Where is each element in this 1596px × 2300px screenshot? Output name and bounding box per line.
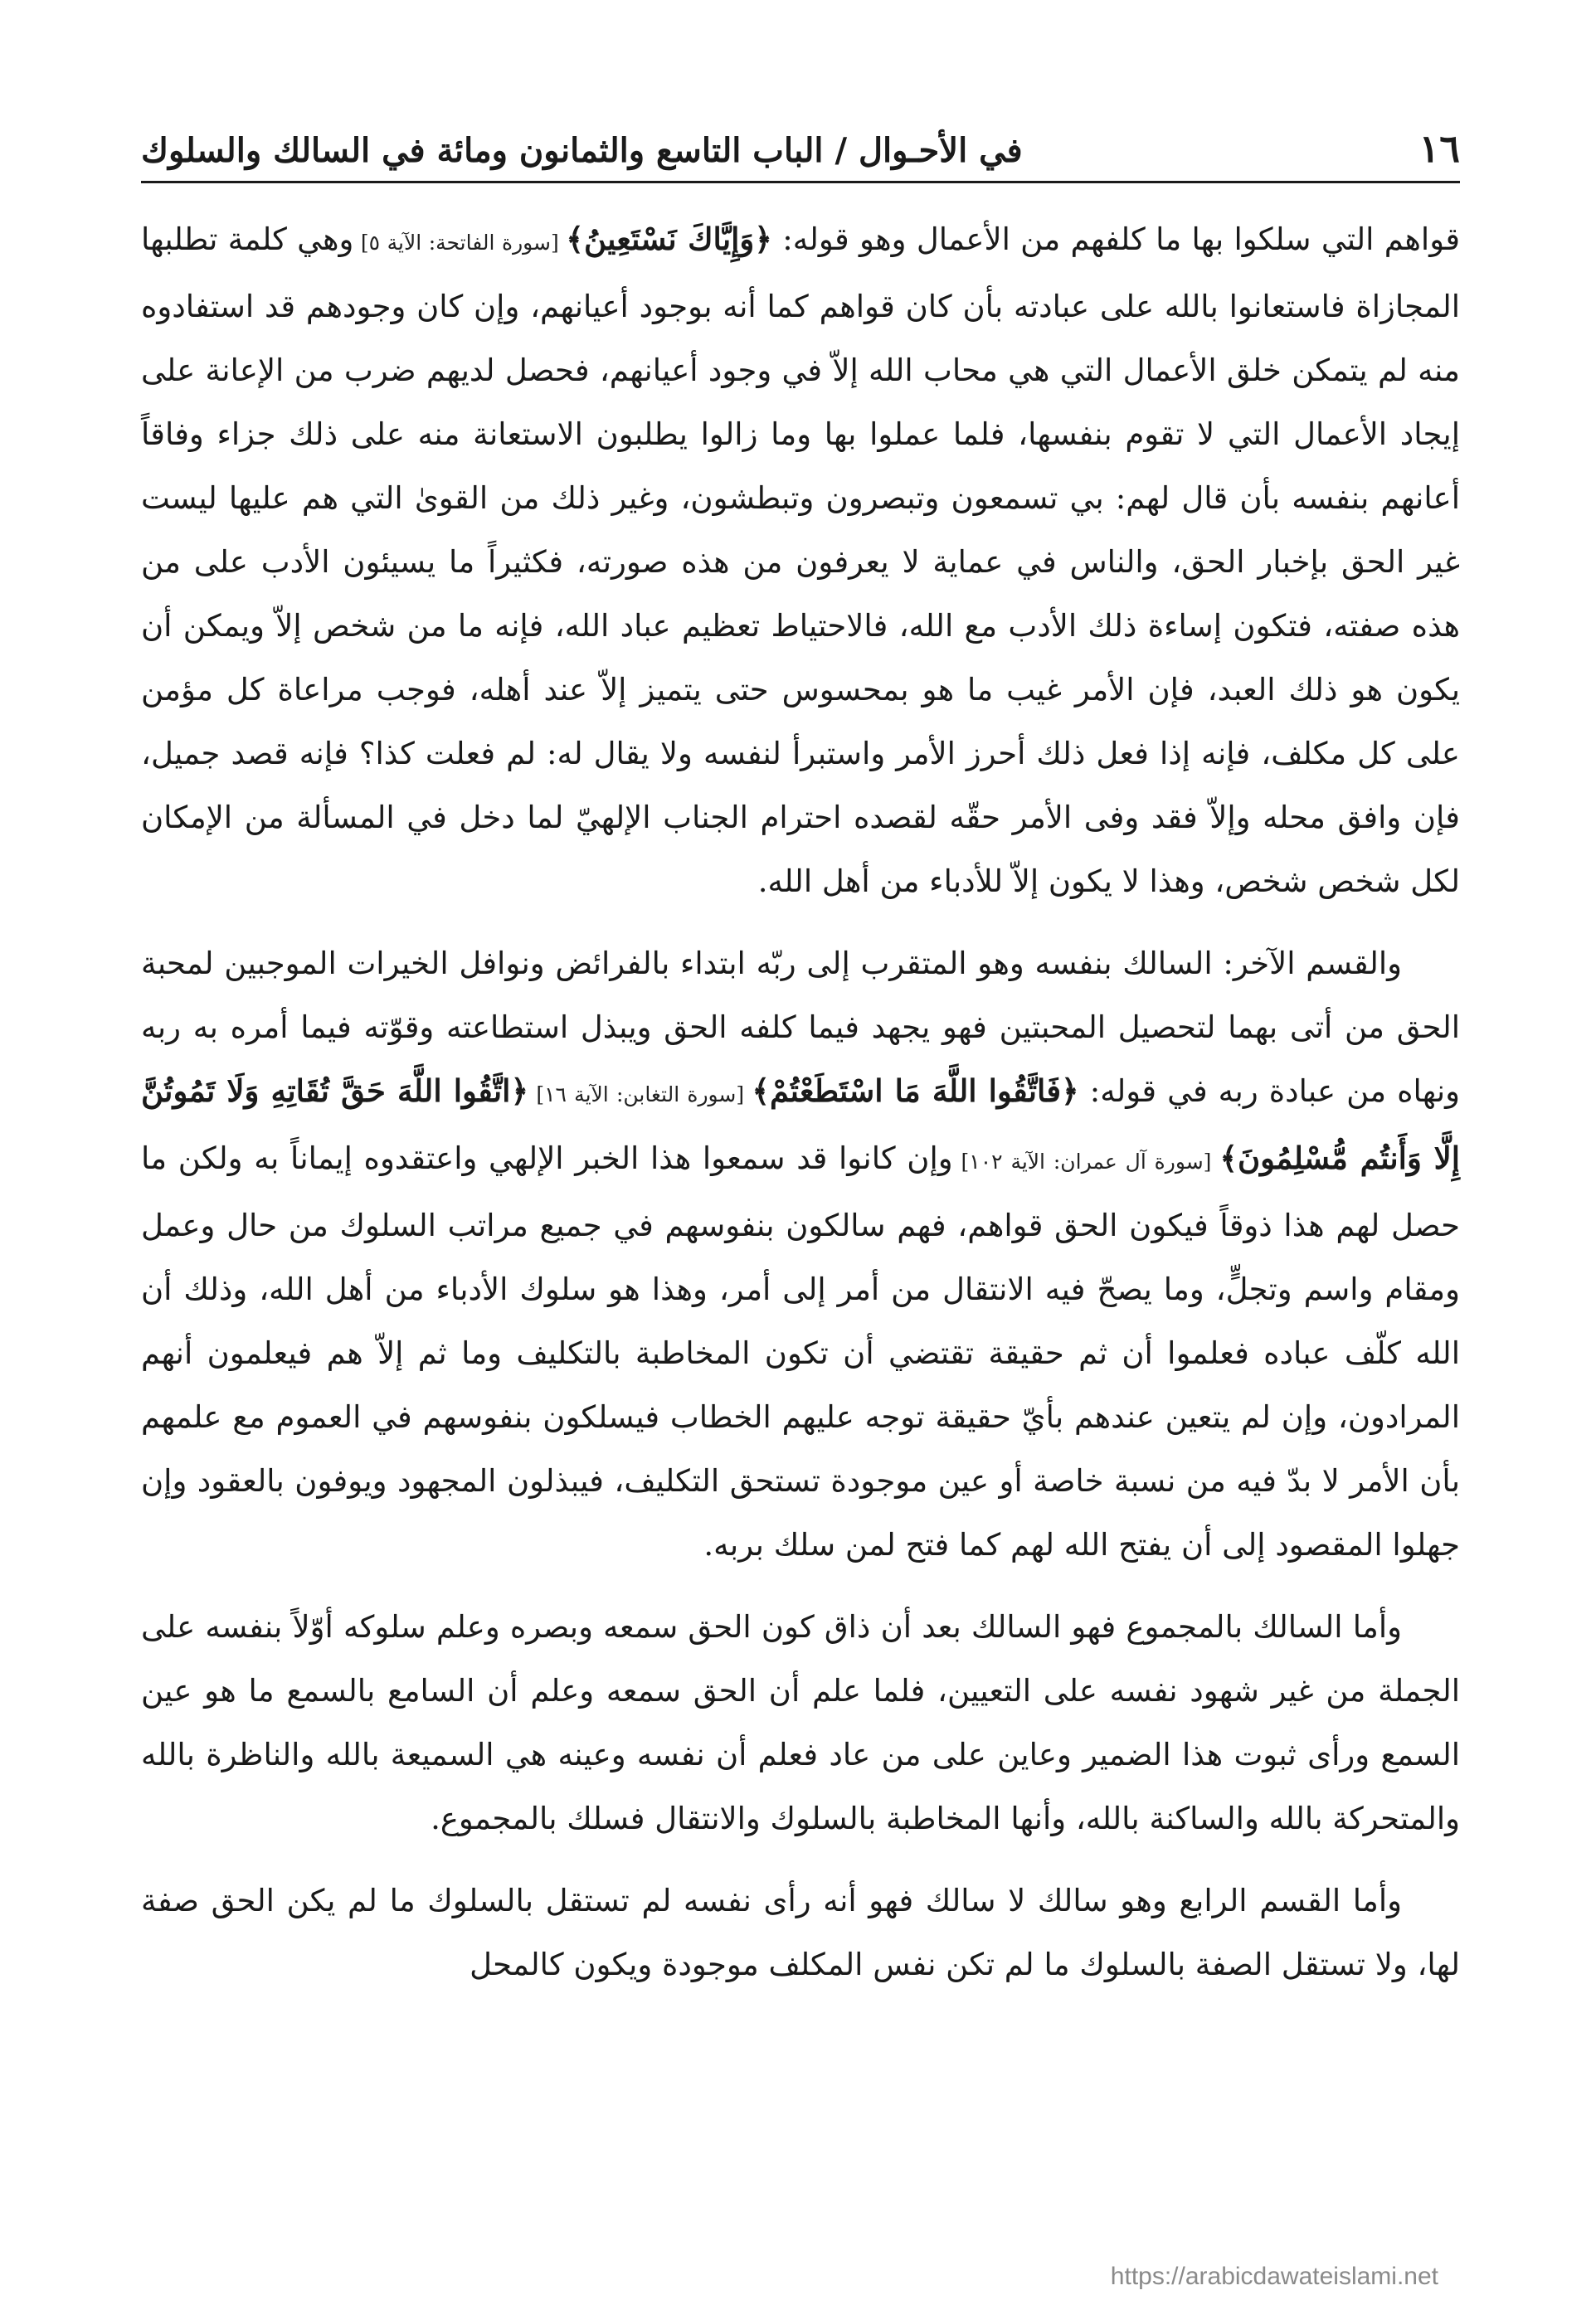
quran-verse: ﴿فَاتَّقُوا اللَّهَ مَا اسْتَطَعْتُمْ﴾: [752, 1072, 1079, 1109]
paragraph-4: [141, 1869, 1460, 1996]
paragraph-1: [141, 207, 1460, 913]
quran-verse: ﴿وَإِيَّاكَ نَسْتَعِينُ﴾: [566, 221, 772, 257]
text-run: وأما القسم الرابع وهو سالك لا سالك فهو أنه رأى نفسه لم تستقل بالسلوك ما لم يكن الحق صفة لها، ولا تستقل الصفة بالسلوك ما لم تكن نفس المكلف موجودة ويكون كالمحل: [141, 1883, 1460, 1982]
paragraph-3: [141, 1595, 1460, 1850]
watermark-url: https://arabicdawateislami.net: [1110, 2263, 1438, 2290]
text-run: قواهم التي سلكوا بها ما كلفهم من الأعمال وهو قوله:: [771, 221, 1461, 257]
body-text: [141, 207, 1460, 2015]
text-run: وإن كانوا قد سمعوا هذا الخبر الإلهي واعتقدوه إيماناً به ولكن ما حصل لهم هذا ذوقاً فيكون الحق قواهم، فهم سالكون بنفوسهم في جميع مراتب السلوك من حال وعمل ومقام واسم وتجلٍّ، وما يصحّ فيه الانتقال من أمر إلى أمر، وهذا هو سلوك الأدباء من أهل الله، وذلك أن الله كلّف عباده فعلموا أن ثم حقيقة تقتضي أن تكون المخاطبة بالتكليف وما ثم إلاّ هم فيعلمون أنهم المرادون، وإن لم يتعين عندهم بأيّ حقيقة توجه عليهم الخطاب فيسلكون بنفوسهم في العموم مع علمهم بأن الأمر لا بدّ فيه من نسبة خاصة أو عين موجودة تستحق التكليف، فيبذلون المجهود ويوفون بالعقود وإن جهلوا المقصود إلى أن يفتح الله لهم كما فتح لمن سلك بربه.: [141, 1140, 1460, 1563]
text-run: وهي كلمة تطلبها المجازاة فاستعانوا بالله على عبادته بأن كان قواهم كما أنه بوجود أعيانهم، وإن كان وجودهم قد استفادوه منه لم يتمكن خلق الأعمال التي هي محاب الله إلاّ في وجود أعيانهم، فحصل لديهم ضرب من الإعانة على إيجاد الأعمال التي لا تقوم بنفسها، فلما عملوا بها وما زالوا يطلبون الاستعانة منه على ذلك جزاء وفاقاً أعانهم بنفسه بأن قال لهم: بي تسمعون وتبصرون وتبطشون، وغير ذلك من القوىٰ التي هم عليها ليست غير الحق بإخبار الحق، والناس في عماية لا يعرفون من هذه صورته، فكثيراً ما يسيئون الأدب على من هذه صفته، فتكون إساءة ذلك الأدب مع الله، فالاحتياط تعظيم عباد الله، فإنه ما من شخص إلاّ ويمكن أن يكون هو ذلك العبد، فإن الأمر غيب ما هو بمحسوس حتى يتميز إلاّ عند أهله، فوجب مراعاة كل مؤمن على كل مكلف، فإنه إذا فعل ذلك أحرز الأمر واستبرأ لنفسه ولا يقال له: لم فعلت كذا؟ فإنه قصد جميل، فإن وافق محله وإلاّ فقد وفى الأمر حقّه لقصده احترام الجناب الإلهيّ لما دخل في المسألة من الإمكان لكل شخص شخص، وهذا لا يكون إلاّ للأدباء من أهل الله.: [141, 221, 1460, 899]
text-run: وأما السالك بالمجموع فهو السالك بعد أن ذاق كون الحق سمعه وبصره وعلم سلوكه أوّلاً بنفسه على الجملة من غير شهود نفسه على التعيين، فلما علم أن الحق سمعه وعلم أن السامع بالسمع ما هو عين السمع ورأى ثبوت هذا الضمير وعاين على من عاد فعلم أن نفسه وعينه هي السميعة بالله والناظرة بالله والمتحركة بالله والساكنة بالله، وأنها المخاطبة بالسلوك والانتقال فسلك بالمجموع.: [141, 1609, 1460, 1836]
running-title: في الأحـوال / الباب التاسع والثمانون ومائة في السالك والسلوك: [141, 131, 1023, 170]
page-number: ١٦: [1418, 126, 1460, 171]
header-rule: [141, 181, 1460, 183]
paragraph-2: [141, 931, 1460, 1577]
text-run: والقسم الآخر: السالك بنفسه وهو المتقرب إلى ربّه ابتداء بالفرائض ونوافل الخيرات الموجبين لمحبة الحق من أتى بهما لتحصيل المحبتين فهو يجهد فيما كلفه الحق ويبذل استطاعته وقوّته فيما أمره به ربه ونهاه من عبادة ربه في قوله:: [141, 946, 1461, 1109]
verse-reference: [سورة آل عمران: الآية ١٠٢]: [952, 1150, 1220, 1174]
page-header: [141, 108, 1460, 174]
verse-reference: [سورة التغابن: الآية ١٦]: [528, 1082, 752, 1106]
quran-verse: ﴿اتَّقُوا اللَّهَ حَقَّ تُقَاتِهِ وَلَا تَمُوتُنَّ إِلَّا وَأَنتُم مُّسْلِمُونَ﴾: [141, 1072, 1461, 1176]
verse-reference: [سورة الفاتحة: الآية ٥]: [353, 231, 567, 255]
